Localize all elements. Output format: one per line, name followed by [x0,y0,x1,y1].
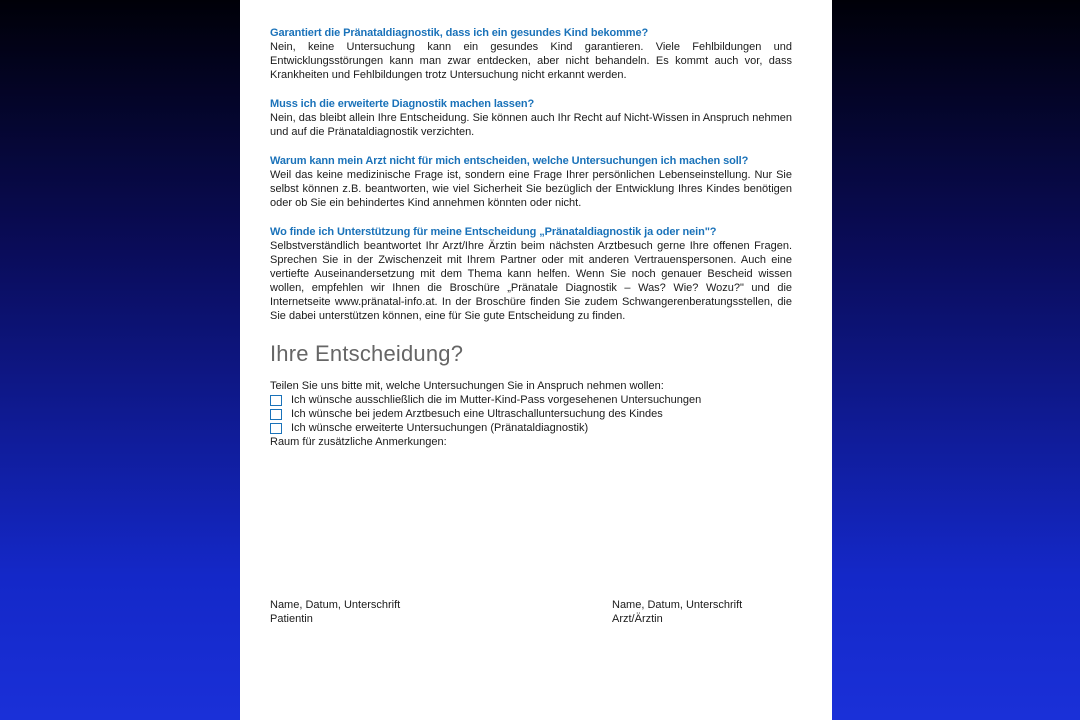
option-ultrasound [270,407,792,421]
checkbox[interactable] [270,395,282,406]
signature-role: Patientin [270,613,313,625]
faq-question: Garantiert die Pränataldiagnostik, dass ich ein gesundes Kind bekomme? [270,27,649,39]
faq-question: Muss ich die erweiterte Diagnostik machen lassen? [270,98,535,110]
faq-item-must [270,97,792,139]
decision-title: Ihre Entscheidung? [270,341,464,366]
checkbox[interactable] [270,423,282,434]
option-extended-diagnostics [270,421,792,435]
signature-section [270,598,782,626]
document-page [240,0,832,720]
option-label: Ich wünsche erweiterte Untersuchungen (Pränataldiagnostik) [291,422,589,434]
faq-item-support [270,225,792,323]
remarks-label: Raum für zusätzliche Anmerkungen: [270,436,447,448]
faq-item-doctor [270,154,792,210]
option-mutter-kind-pass [270,393,792,407]
signature-doctor [612,598,782,626]
faq-answer: Selbstverständlich beantwortet Ihr Arzt/Ihre Ärztin beim nächsten Arztbesuch gerne Ihre offenen Fragen. Sprechen Sie in der Zwischenzeit mit Ihrem Partner oder mit anderen Vertrauenspersonen. Auch eine vertiefte Auseinandersetzung mit dem Thema kann helfen. Wenn Sie noch genauer Bescheid wissen wollen, empfehlen wir Ihnen die Broschüre „Pränatale Diagnostik – Was? Wie? Wozu?" und die Internetseite www.pränatal-info.at. In der Broschüre finden Sie zudem Schwangerenberatungsstellen, die Sie dabei unterstützen können, eine für Sie gute Entscheidung zu finden. [270,240,792,322]
signature-line-label: Name, Datum, Unterschrift [270,599,401,611]
option-label: Ich wünsche bei jedem Arztbesuch eine Ultraschalluntersuchung des Kindes [291,408,663,420]
option-label: Ich wünsche ausschließlich die im Mutter-Kind-Pass vorgesehenen Untersuchungen [291,394,702,406]
faq-answer: Nein, keine Untersuchung kann ein gesundes Kind garantieren. Viele Fehlbildungen und Entwicklungsstörungen kann man zwar entdecken, aber nicht behandeln. Es kommt auch vor, dass Krankheiten und Fehlbildungen trotz Untersuchung nicht erkannt werden. [270,41,792,81]
faq-item-guarantee [270,26,792,82]
signature-line-label: Name, Datum, Unterschrift [612,599,743,611]
signature-role: Arzt/Ärztin [612,613,663,625]
decision-intro: Teilen Sie uns bitte mit, welche Untersuchungen Sie in Anspruch nehmen wollen: [270,380,664,392]
faq-answer: Nein, das bleibt allein Ihre Entscheidung. Sie können auch Ihr Recht auf Nicht-Wissen in Anspruch nehmen und auf die Pränataldiagnostik verzichten. [270,112,792,138]
faq-question: Warum kann mein Arzt nicht für mich entscheiden, welche Untersuchungen ich machen soll? [270,155,749,167]
faq-question: Wo finde ich Unterstützung für meine Entscheidung „Pränataldiagnostik ja oder nein"? [270,226,717,238]
signature-patient [270,598,440,626]
faq-answer: Weil das keine medizinische Frage ist, sondern eine Frage Ihrer persönlichen Lebenseinstellung. Nur Sie selbst können z.B. beantworten, wie viel Sicherheit Sie bezüglich der Entwicklung Ihres Kindes benötigen oder ob Sie ein behindertes Kind annehmen könnten oder nicht. [270,169,792,209]
checkbox[interactable] [270,409,282,420]
